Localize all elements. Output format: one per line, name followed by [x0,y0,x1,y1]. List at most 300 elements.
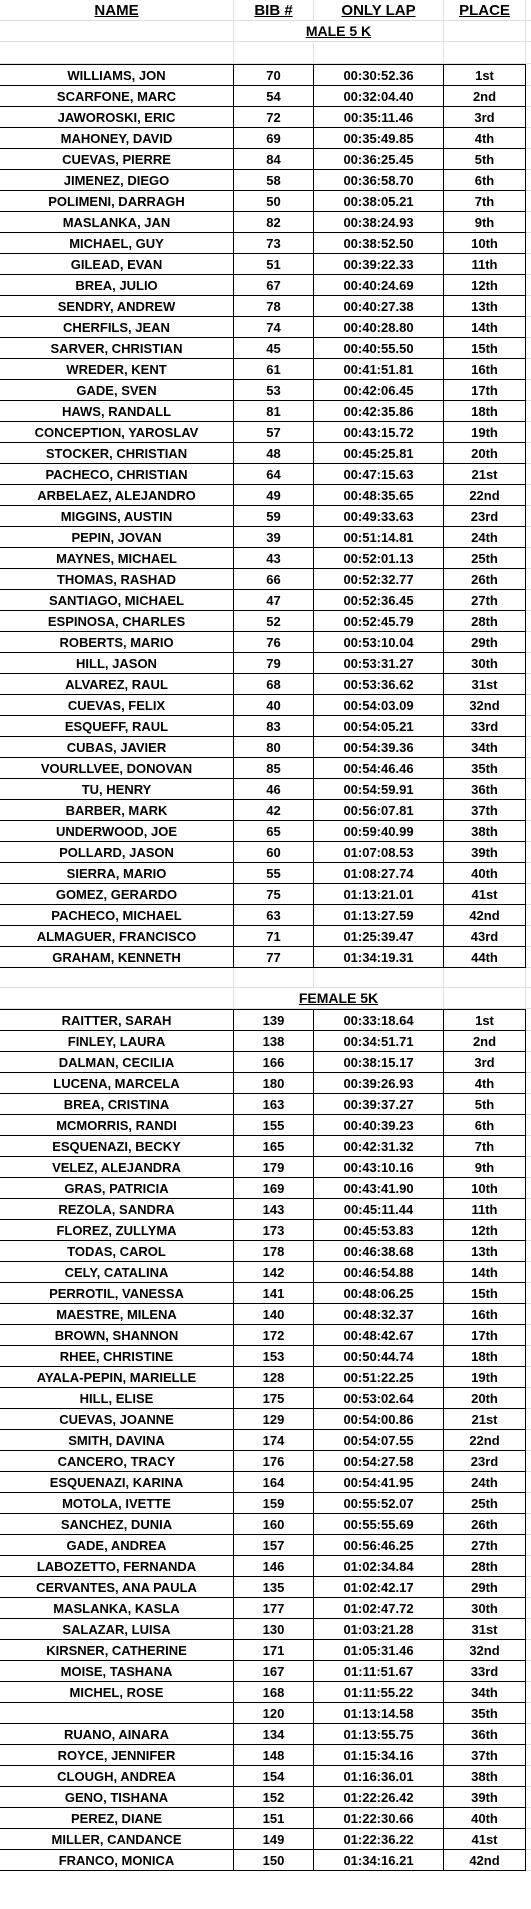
table-row[interactable] [0,1031,531,1052]
place: 35th [444,758,526,779]
empty-cell[interactable] [314,42,444,64]
bib-number: 54 [234,86,314,107]
place: 20th [444,1388,526,1409]
table-row[interactable] [0,800,531,821]
row-spacer [526,86,531,107]
lap-time: 00:35:11.46 [314,107,444,128]
runner-name: JIMENEZ, DIEGO [0,170,234,191]
place: 20th [444,443,526,464]
bib-number: 40 [234,695,314,716]
table-row[interactable] [0,1703,531,1724]
bib-number: 55 [234,863,314,884]
table-row[interactable] [0,1241,531,1262]
empty-cell[interactable] [444,988,526,1009]
table-row[interactable] [0,1556,531,1577]
row-spacer [526,1325,531,1346]
table-row[interactable] [0,1808,531,1829]
place: 39th [444,1787,526,1808]
runner-name: CLOUGH, ANDREA [0,1766,234,1787]
lap-time: 00:38:52.50 [314,233,444,254]
runner-name: WILLIAMS, JON [0,64,234,86]
runner-name: ESQUENAZI, BECKY [0,1136,234,1157]
place: 9th [444,212,526,233]
place: 4th [444,128,526,149]
table-row[interactable] [0,1052,531,1073]
place: 37th [444,800,526,821]
table-row[interactable] [0,443,531,464]
table-row[interactable] [0,1009,531,1031]
runner-name: SMITH, DAVINA [0,1430,234,1451]
place: 13th [444,296,526,317]
row-spacer [526,695,531,716]
lap-time: 00:39:26.93 [314,1073,444,1094]
place: 15th [444,1283,526,1304]
bib-number: 151 [234,1808,314,1829]
lap-time: 00:48:35.65 [314,485,444,506]
table-row[interactable] [0,758,531,779]
table-row[interactable] [0,1766,531,1787]
spacer-row [0,968,531,988]
bib-number: 141 [234,1283,314,1304]
runner-name: ARBELAEZ, ALEJANDRO [0,485,234,506]
lap-time: 00:51:14.81 [314,527,444,548]
runner-name: GENO, TISHANA [0,1787,234,1808]
row-spacer [526,1009,531,1031]
place: 23rd [444,506,526,527]
bib-number: 174 [234,1430,314,1451]
lap-time: 00:53:36.62 [314,674,444,695]
table-row[interactable] [0,1535,531,1556]
row-spacer [526,1367,531,1388]
table-row[interactable] [0,1682,531,1703]
bib-number: 67 [234,275,314,296]
table-row[interactable] [0,422,531,443]
runner-name: CANCERO, TRACY [0,1451,234,1472]
lap-time: 01:22:30.66 [314,1808,444,1829]
runner-name: BREA, CRISTINA [0,1094,234,1115]
table-row[interactable] [0,1451,531,1472]
place: 19th [444,1367,526,1388]
table-row[interactable] [0,716,531,737]
runner-name: LABOZETTO, FERNANDA [0,1556,234,1577]
table-row[interactable] [0,1388,531,1409]
section-title [234,988,444,1009]
table-row[interactable] [0,149,531,170]
lap-time: 00:36:25.45 [314,149,444,170]
section-title [234,21,444,42]
row-spacer [526,1136,531,1157]
empty-cell[interactable] [0,988,234,1009]
table-row[interactable] [0,590,531,611]
table-row[interactable] [0,527,531,548]
runner-name: STOCKER, CHRISTIAN [0,443,234,464]
place: 13th [444,1241,526,1262]
lap-time: 01:11:55.22 [314,1682,444,1703]
place: 6th [444,170,526,191]
place: 3rd [444,1052,526,1073]
table-row[interactable] [0,1367,531,1388]
row-spacer [526,821,531,842]
place: 18th [444,401,526,422]
table-row[interactable] [0,863,531,884]
empty-cell[interactable] [444,968,526,988]
lap-time: 01:13:14.58 [314,1703,444,1724]
table-row[interactable] [0,1787,531,1808]
table-row[interactable] [0,1409,531,1430]
row-spacer [526,569,531,590]
bib-number: 46 [234,779,314,800]
section-title-row [0,21,531,42]
bib-number: 78 [234,296,314,317]
bib-number: 177 [234,1598,314,1619]
table-row[interactable] [0,1661,531,1682]
row-spacer [526,779,531,800]
table-row[interactable] [0,254,531,275]
table-row[interactable] [0,926,531,947]
bib-number: 61 [234,359,314,380]
lap-time: 00:30:52.36 [314,64,444,86]
table-row[interactable] [0,821,531,842]
place: 12th [444,1220,526,1241]
table-row[interactable] [0,506,531,527]
bib-number: 69 [234,128,314,149]
runner-name: VELEZ, ALEJANDRA [0,1157,234,1178]
empty-cell[interactable] [0,21,234,42]
table-row[interactable] [0,632,531,653]
runner-name: ROYCE, JENNIFER [0,1745,234,1766]
place: 28th [444,1556,526,1577]
table-row[interactable] [0,1724,531,1745]
row-spacer [526,1724,531,1745]
runner-name: GRAS, PATRICIA [0,1178,234,1199]
table-row[interactable] [0,569,531,590]
empty-cell[interactable] [0,968,234,988]
runner-name: PEPIN, JOVAN [0,527,234,548]
lap-time: 00:42:31.32 [314,1136,444,1157]
bib-number: 180 [234,1073,314,1094]
lap-time: 00:40:55.50 [314,338,444,359]
header-bib[interactable]: BIB # [234,0,314,21]
bib-number: 63 [234,905,314,926]
table-row[interactable] [0,359,531,380]
table-row[interactable] [0,170,531,191]
place: 10th [444,1178,526,1199]
row-spacer [526,254,531,275]
table-row[interactable] [0,401,531,422]
row-spacer [526,1052,531,1073]
table-row[interactable] [0,1493,531,1514]
header-spacer [526,0,531,21]
lap-time: 00:39:37.27 [314,1094,444,1115]
header-row [0,0,531,21]
lap-time: 00:53:31.27 [314,653,444,674]
table-row[interactable] [0,1094,531,1115]
place: 41st [444,884,526,905]
row-spacer [526,1409,531,1430]
place: 36th [444,779,526,800]
row-spacer [526,737,531,758]
runner-name: CUBAS, JAVIER [0,737,234,758]
section-title-text: MALE 5 K [305,23,372,39]
row-spacer [526,800,531,821]
lap-time: 00:59:40.99 [314,821,444,842]
lap-time: 00:54:05.21 [314,716,444,737]
place: 34th [444,737,526,758]
lap-time: 00:55:55.69 [314,1514,444,1535]
table-row[interactable] [0,548,531,569]
bib-number: 58 [234,170,314,191]
place: 28th [444,611,526,632]
runner-name: ROBERTS, MARIO [0,632,234,653]
bib-number: 51 [234,254,314,275]
row-spacer [526,947,531,968]
table-row[interactable] [0,1598,531,1619]
place: 5th [444,149,526,170]
row-spacer [526,1703,531,1724]
row-spacer [526,1430,531,1451]
runner-name: CUEVAS, PIERRE [0,149,234,170]
bib-number: 130 [234,1619,314,1640]
place: 35th [444,1703,526,1724]
table-row[interactable] [0,275,531,296]
table-row[interactable] [0,1745,531,1766]
lap-time: 01:15:34.16 [314,1745,444,1766]
place: 34th [444,1682,526,1703]
bib-number: 74 [234,317,314,338]
place: 27th [444,590,526,611]
lap-time: 01:02:47.72 [314,1598,444,1619]
table-row[interactable] [0,1136,531,1157]
table-row[interactable] [0,1220,531,1241]
row-spacer [526,1094,531,1115]
table-row[interactable] [0,64,531,86]
bib-number: 68 [234,674,314,695]
lap-time: 00:51:22.25 [314,1367,444,1388]
lap-time: 01:08:27.74 [314,863,444,884]
runner-name: ALVAREZ, RAUL [0,674,234,695]
runner-name: THOMAS, RASHAD [0,569,234,590]
lap-time: 01:22:26.42 [314,1787,444,1808]
row-spacer [526,1577,531,1598]
row-spacer [526,64,531,86]
row-spacer [526,863,531,884]
row-spacer [526,1178,531,1199]
place: 25th [444,548,526,569]
place: 37th [444,1745,526,1766]
lap-time: 00:45:25.81 [314,443,444,464]
lap-time: 01:03:21.28 [314,1619,444,1640]
table-row[interactable] [0,1619,531,1640]
table-row[interactable] [0,380,531,401]
table-row[interactable] [0,485,531,506]
lap-time: 01:02:42.17 [314,1577,444,1598]
row-spacer [526,1682,531,1703]
runner-name: ESPINOSA, CHARLES [0,611,234,632]
place: 32nd [444,1640,526,1661]
place: 27th [444,1535,526,1556]
bib-number: 157 [234,1535,314,1556]
table-row[interactable] [0,905,531,926]
bib-number: 179 [234,1157,314,1178]
lap-time: 00:48:32.37 [314,1304,444,1325]
empty-cell[interactable] [444,21,526,42]
lap-time: 00:43:10.16 [314,1157,444,1178]
place: 31st [444,1619,526,1640]
runner-name: MAHONEY, DAVID [0,128,234,149]
empty-cell[interactable] [234,968,314,988]
lap-time: 00:45:11.44 [314,1199,444,1220]
table-row[interactable] [0,191,531,212]
row-spacer [526,1514,531,1535]
runner-name: SIERRA, MARIO [0,863,234,884]
lap-time: 01:07:08.53 [314,842,444,863]
table-row[interactable] [0,86,531,107]
table-row[interactable] [0,464,531,485]
empty-cell[interactable] [234,42,314,64]
runner-name: FINLEY, LAURA [0,1031,234,1052]
bib-number: 139 [234,1009,314,1031]
place: 36th [444,1724,526,1745]
table-row[interactable] [0,1157,531,1178]
table-row[interactable] [0,947,531,968]
row-spacer [526,1283,531,1304]
lap-time: 00:54:46.46 [314,758,444,779]
bib-number: 50 [234,191,314,212]
place: 44th [444,947,526,968]
row-spacer [526,716,531,737]
runner-name: SANTIAGO, MICHAEL [0,590,234,611]
bib-number: 152 [234,1787,314,1808]
table-row[interactable] [0,1829,531,1850]
table-row[interactable] [0,1199,531,1220]
lap-time: 00:40:39.23 [314,1115,444,1136]
table-row[interactable] [0,1283,531,1304]
table-row[interactable] [0,338,531,359]
empty-cell[interactable] [314,968,444,988]
table-row[interactable] [0,317,531,338]
place: 38th [444,1766,526,1787]
table-row[interactable] [0,1115,531,1136]
runner-name: BREA, JULIO [0,275,234,296]
runner-name: DALMAN, CECILIA [0,1052,234,1073]
bib-number: 71 [234,926,314,947]
bib-number: 52 [234,611,314,632]
table-row[interactable] [0,779,531,800]
runner-name: HILL, ELISE [0,1388,234,1409]
lap-time: 01:13:21.01 [314,884,444,905]
table-row[interactable] [0,212,531,233]
table-row[interactable] [0,1472,531,1493]
table-row[interactable] [0,1577,531,1598]
row-spacer [526,1850,531,1871]
header-lap[interactable]: ONLY LAP [314,0,444,21]
place: 26th [444,1514,526,1535]
table-row[interactable] [0,107,531,128]
place: 17th [444,1325,526,1346]
table-row[interactable] [0,1640,531,1661]
bib-number: 138 [234,1031,314,1052]
place: 43rd [444,926,526,947]
bib-number: 66 [234,569,314,590]
table-row[interactable] [0,1514,531,1535]
header-name[interactable]: NAME [0,0,234,21]
place: 2nd [444,1031,526,1052]
bib-number: 49 [234,485,314,506]
bib-number: 153 [234,1346,314,1367]
table-row[interactable] [0,674,531,695]
row-spacer [526,926,531,947]
runner-name: GRAHAM, KENNETH [0,947,234,968]
table-row[interactable] [0,128,531,149]
table-row[interactable] [0,1346,531,1367]
lap-time: 01:25:39.47 [314,926,444,947]
lap-time: 01:22:36.22 [314,1829,444,1850]
table-row[interactable] [0,1850,531,1871]
runner-name: MAESTRE, MILENA [0,1304,234,1325]
bib-number: 48 [234,443,314,464]
bib-number: 76 [234,632,314,653]
table-row[interactable] [0,1073,531,1094]
lap-time: 00:40:27.38 [314,296,444,317]
row-spacer [526,296,531,317]
lap-time: 00:54:00.86 [314,1409,444,1430]
table-row[interactable] [0,296,531,317]
bib-number: 73 [234,233,314,254]
place: 33rd [444,716,526,737]
bib-number: 81 [234,401,314,422]
bib-number: 65 [234,821,314,842]
header-place[interactable]: PLACE [444,0,526,21]
runner-name: PERROTIL, VANESSA [0,1283,234,1304]
row-spacer [526,653,531,674]
lap-time: 01:05:31.46 [314,1640,444,1661]
lap-time: 00:52:36.45 [314,590,444,611]
runner-name: GADE, ANDREA [0,1535,234,1556]
lap-time: 00:38:15.17 [314,1052,444,1073]
table-row[interactable] [0,653,531,674]
row-spacer [526,464,531,485]
bib-number: 72 [234,107,314,128]
bib-number: 166 [234,1052,314,1073]
place: 22nd [444,1430,526,1451]
empty-cell[interactable] [444,42,526,64]
lap-time: 00:54:59.91 [314,779,444,800]
bib-number: 172 [234,1325,314,1346]
place: 41st [444,1829,526,1850]
table-row[interactable] [0,842,531,863]
table-row[interactable] [0,884,531,905]
row-spacer [526,1493,531,1514]
runner-name: SCARFONE, MARC [0,86,234,107]
table-row[interactable] [0,1325,531,1346]
bib-number: 64 [234,464,314,485]
table-row[interactable] [0,233,531,254]
place: 26th [444,569,526,590]
table-row[interactable] [0,1430,531,1451]
table-row[interactable] [0,611,531,632]
row-spacer [526,1808,531,1829]
empty-cell[interactable] [0,42,234,64]
row-spacer [526,422,531,443]
table-row[interactable] [0,1178,531,1199]
bib-number: 143 [234,1199,314,1220]
lap-time: 00:52:01.13 [314,548,444,569]
table-row[interactable] [0,1262,531,1283]
table-row[interactable] [0,1304,531,1325]
table-row[interactable] [0,737,531,758]
table-row[interactable] [0,695,531,716]
bib-number: 149 [234,1829,314,1850]
